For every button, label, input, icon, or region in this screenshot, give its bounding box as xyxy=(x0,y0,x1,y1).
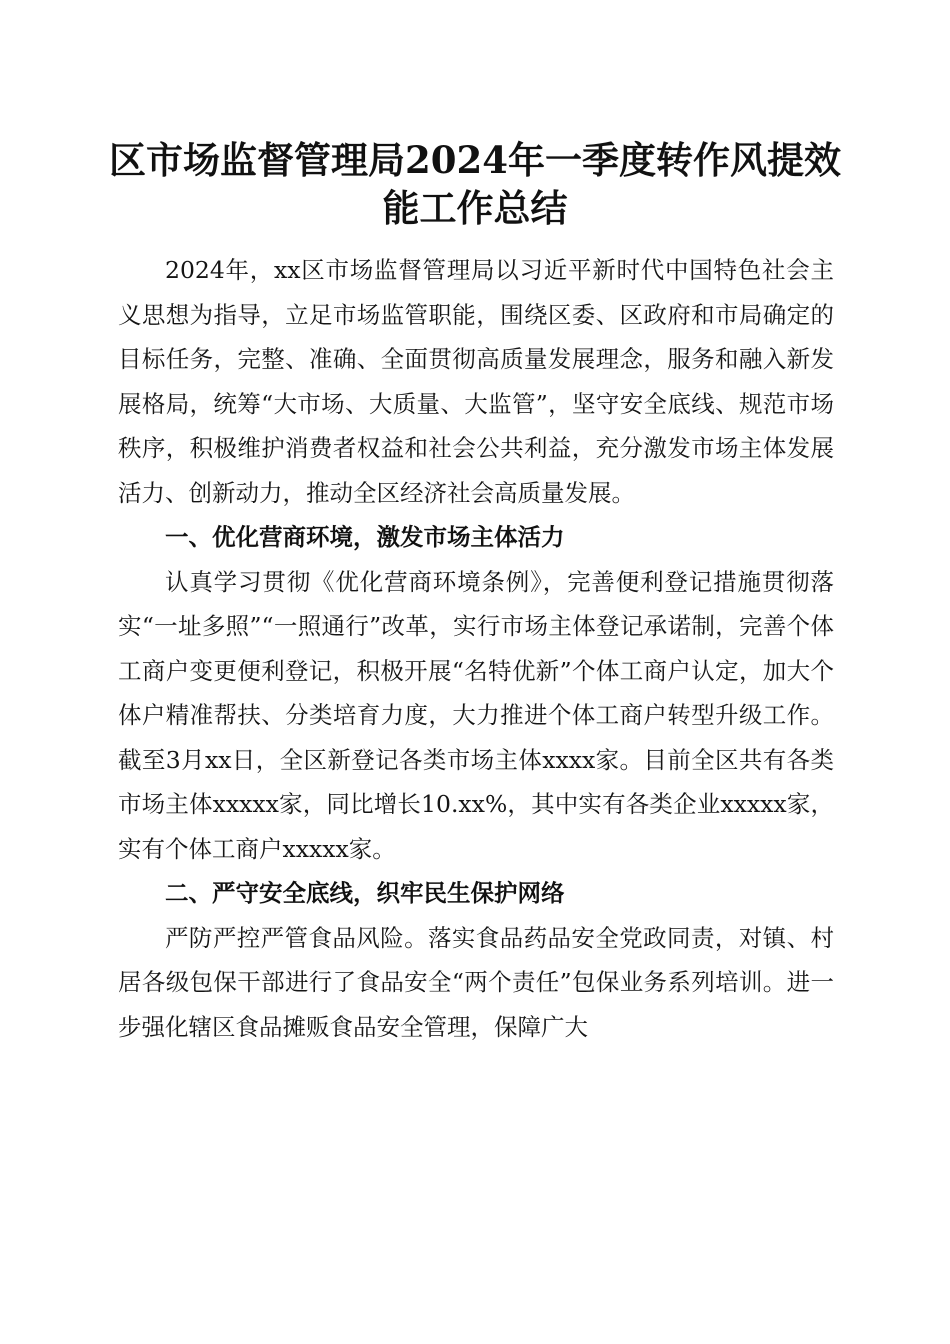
intro-paragraph: 2024年，xx区市场监督管理局以习近平新时代中国特色社会主义思想为指导，立足市场监管职能，围绕区委、区政府和市局确定的目标任务，完整、准确、全面贯彻高质量发展理念，服务和融入新发展格局，统筹“大市场、大质量、大监管”，坚守安全底线、规范市场秩序，积极维护消费者权益和社会公共利益，充分激发市场主体发展活力、创新动力，推动全区经济社会高质量发展。 xyxy=(118,256,834,507)
section-paragraph-2: 严防严控严管食品风险。落实食品药品安全党政同责，对镇、村居各级包保干部进行了食品安全“两个责任”包保业务系列培训。进一步强化辖区食品摊贩食品安全管理，保障广大 xyxy=(118,923,834,1041)
section-heading-2: 二、严守安全底线，织牢民生保护网络 xyxy=(165,879,565,907)
document-title: 区市场监督管理局2024年一季度转作风提效能工作总结 xyxy=(109,138,841,230)
document-body xyxy=(118,248,834,1049)
section-paragraph-1: 认真学习贯彻《优化营商环境条例》，完善便利登记措施贯彻落实“一址多照”“一照通行”改革，实行市场主体登记承诺制，完善个体工商户变更便利登记，积极开展“名特优新”个体工商户认定，加大个体户精准帮扶、分类培育力度，大力推进个体工商户转型升级工作。截至3月xx日，全区新登记各类市场主体xxxx家。目前全区共有各类市场主体xxxxx家，同比增长10.xx%，其中实有各类企业xxxxx家，实有个体工商户xxxxx家。 xyxy=(118,567,834,863)
section-heading-1: 一、优化营商环境，激发市场主体活力 xyxy=(165,523,565,551)
